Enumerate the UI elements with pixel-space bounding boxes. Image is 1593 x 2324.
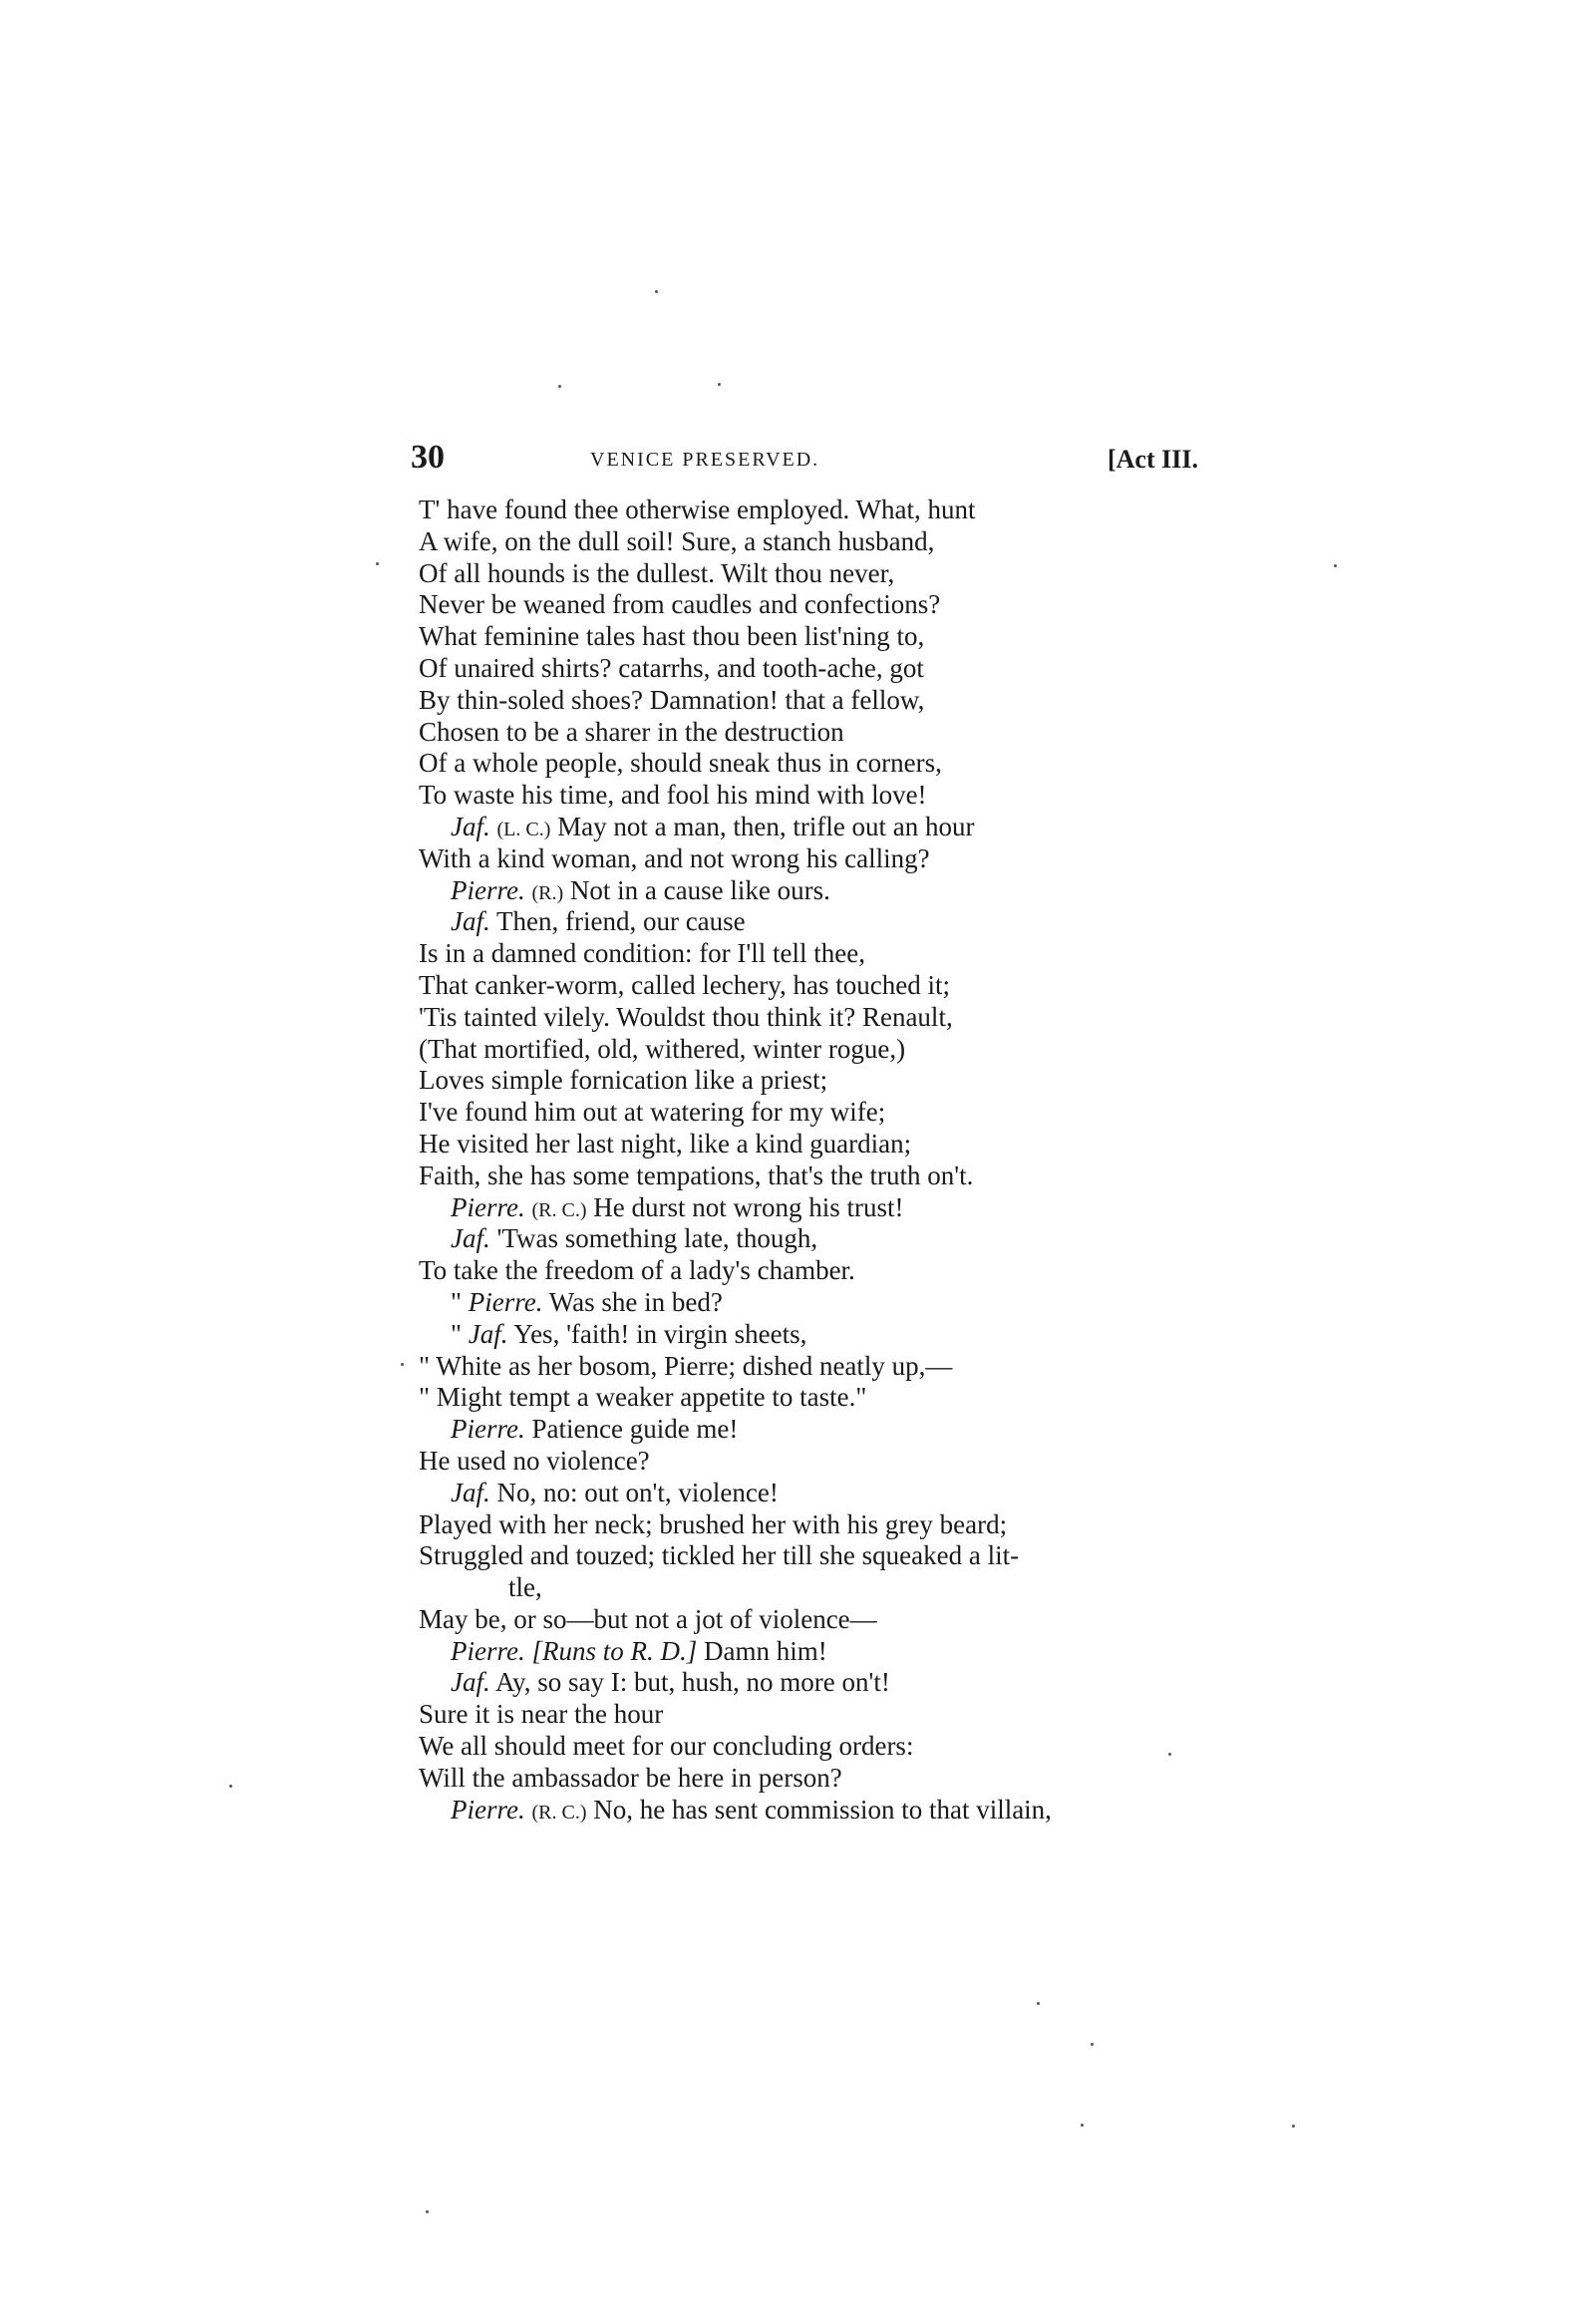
- line-text: Sure it is near the hour: [419, 1699, 664, 1730]
- line-text: May be, or so—but not a jot of violence—: [419, 1603, 877, 1634]
- verse-line: By thin-soled shoes? Damnation! that a fellow,: [419, 684, 925, 715]
- verse-line: Of a whole people, should sneak thus in corners,: [419, 748, 942, 779]
- speaker-name: Jaf.: [451, 1223, 490, 1254]
- line-text: (That mortified, old, withered, winter rogue,): [419, 1033, 906, 1064]
- verse-line: [419, 1097, 1216, 1129]
- scan-speck: [1081, 2124, 1084, 2127]
- running-title: VENICE PRESERVED.: [590, 449, 820, 471]
- stage-direction: (R. C.): [531, 1198, 587, 1221]
- verse-line: A wife, on the dull soil! Sure, a stanch husband,: [419, 525, 935, 556]
- verse-line: To waste his time, and fool his mind with love!: [419, 780, 927, 811]
- speech-line: [419, 1192, 1216, 1224]
- speaker-name: Pierre.: [451, 1191, 525, 1222]
- verse-line: [419, 1763, 1216, 1795]
- verse-line: [419, 1002, 1216, 1034]
- verse-line: [419, 843, 1216, 875]
- line-text: With a kind woman, and not wrong his calling?: [419, 842, 930, 873]
- speaker-name: Jaf.: [451, 1667, 490, 1698]
- speech-line: [419, 1319, 1216, 1351]
- verse-line: T' have found thee otherwise employed. What, hunt: [419, 495, 976, 524]
- line-text: Will the ambassador be here in person?: [419, 1762, 842, 1793]
- verse-line: [419, 1065, 1216, 1097]
- speech-line: [419, 812, 1216, 843]
- line-text: Was she in bed?: [548, 1286, 723, 1317]
- line-text: Then, friend, our cause: [496, 906, 746, 937]
- verse-line: [419, 1382, 1216, 1414]
- line-text: No, no: out on't, violence!: [496, 1477, 779, 1507]
- scan-speck: [376, 562, 379, 565]
- line-text: Damn him!: [704, 1635, 827, 1666]
- verse-line: [419, 970, 1216, 1002]
- quote-mark: ": [451, 1318, 463, 1349]
- line-text: Played with her neck; brushed her with his grey beard;: [419, 1508, 1008, 1539]
- speech-line: [419, 1795, 1216, 1826]
- verse-line: [419, 1604, 1216, 1636]
- line-text: Loves simple fornication like a priest;: [419, 1065, 828, 1096]
- verse-line: [419, 1540, 1216, 1572]
- dialogue: [419, 812, 1216, 1826]
- verse-line: What feminine tales hast thou been list'ning to,: [419, 621, 925, 652]
- line-text: He visited her last night, like a kind guardian;: [419, 1128, 912, 1159]
- line-text: I've found him out at watering for my wife;: [419, 1097, 886, 1128]
- line-text: Faith, she has some tempations, that's the truth on't.: [419, 1160, 974, 1190]
- verse-line: [419, 1572, 1216, 1604]
- verse-line: Of unaired shirts? catarrhs, and tooth-ache, got: [419, 652, 924, 683]
- speaker-name: Pierre.: [451, 1635, 525, 1666]
- line-text: We all should meet for our concluding orders:: [419, 1731, 914, 1762]
- speaker-name: Jaf.: [451, 906, 490, 937]
- speech-line: [419, 1223, 1216, 1255]
- speech-line: [419, 1636, 1216, 1668]
- line-text: He durst not wrong his trust!: [593, 1191, 904, 1222]
- verse-line: [419, 1731, 1216, 1763]
- speaker-name: Jaf.: [451, 1477, 490, 1507]
- line-text: May not a man, then, trifle out an hour: [557, 811, 975, 841]
- stage-direction: (L. C.): [496, 818, 551, 840]
- stage-direction: (R.): [531, 881, 564, 904]
- line-text: To take the freedom of a lady's chamber.: [419, 1255, 855, 1286]
- verse-line: Never be weaned from caudles and confections?: [419, 589, 941, 620]
- line-text: Patience guide me!: [531, 1414, 739, 1445]
- verse-line: [419, 1509, 1216, 1541]
- stage-direction: [Runs to R. D.]: [531, 1635, 698, 1666]
- speaker-name: Jaf.: [468, 1318, 508, 1349]
- speech-line: [419, 1478, 1216, 1509]
- speech-line: [419, 1414, 1216, 1446]
- speech-line: [419, 875, 1216, 907]
- speaker-name: Pierre.: [451, 1414, 525, 1445]
- page-number: 30: [411, 439, 445, 476]
- verse-line: [419, 1255, 1216, 1287]
- scan-speck: [426, 2210, 429, 2213]
- speaker-name: Pierre.: [468, 1286, 543, 1317]
- verse-line: Of all hounds is the dullest. Wilt thou never,: [419, 557, 895, 588]
- scan-speck: [401, 1363, 404, 1366]
- line-text: No, he has sent commission to that villain,: [593, 1794, 1052, 1825]
- scan-speck: [229, 1785, 232, 1788]
- verse-line: [419, 1034, 1216, 1066]
- line-text: Ay, so say I: but, hush, no more on't!: [495, 1667, 890, 1698]
- line-text: " White as her bosom, Pierre; dished neatly up,—: [419, 1350, 953, 1381]
- verse-line: [419, 1446, 1216, 1478]
- line-text: Struggled and touzed; tickled her till she squeaked a lit-: [419, 1540, 1020, 1571]
- speaker-name: Jaf.: [451, 811, 490, 841]
- speech-line: [419, 1667, 1216, 1699]
- line-text: tle,: [508, 1572, 542, 1603]
- scan-speck: [1334, 564, 1337, 567]
- scan-speck: [1091, 2043, 1094, 2046]
- line-text: That canker-worm, called lechery, has touched it;: [419, 969, 950, 1000]
- line-text: He used no violence?: [419, 1445, 650, 1476]
- verse-line: [419, 1161, 1216, 1192]
- verse-line: [419, 1699, 1216, 1731]
- speech-line: [419, 906, 1216, 938]
- quote-mark: ": [451, 1286, 463, 1317]
- scan-speck: [1037, 2002, 1040, 2005]
- verse-line: [419, 1129, 1216, 1161]
- line-text: 'Twas something late, though,: [496, 1223, 818, 1254]
- verse-line: Chosen to be a sharer in the destruction: [419, 716, 844, 747]
- line-text: Not in a cause like ours.: [569, 874, 830, 905]
- stage-direction: (R. C.): [531, 1801, 587, 1824]
- line-text: 'Tis tainted vilely. Wouldst thou think it? Renault,: [419, 1001, 953, 1032]
- scan-speck: [1168, 1753, 1171, 1756]
- scan-speck: [1292, 2125, 1295, 2128]
- verse-line: [419, 1351, 1216, 1383]
- speech-line: [419, 1287, 1216, 1319]
- act-label: [Act III.: [1108, 445, 1198, 474]
- verse-line: [419, 938, 1216, 970]
- scan-speck: [718, 383, 721, 386]
- page-header: [411, 439, 1198, 483]
- line-text: Yes, 'faith! in virgin sheets,: [513, 1318, 807, 1349]
- scan-speck: [655, 290, 658, 293]
- scan-speck: [558, 385, 561, 388]
- line-text: Is in a damned condition: for I'll tell thee,: [419, 938, 865, 969]
- play-text: [419, 495, 1216, 1826]
- speaker-name: Pierre.: [451, 1794, 525, 1825]
- line-text: " Might tempt a weaker appetite to taste.": [419, 1382, 867, 1413]
- speaker-name: Pierre.: [451, 874, 525, 905]
